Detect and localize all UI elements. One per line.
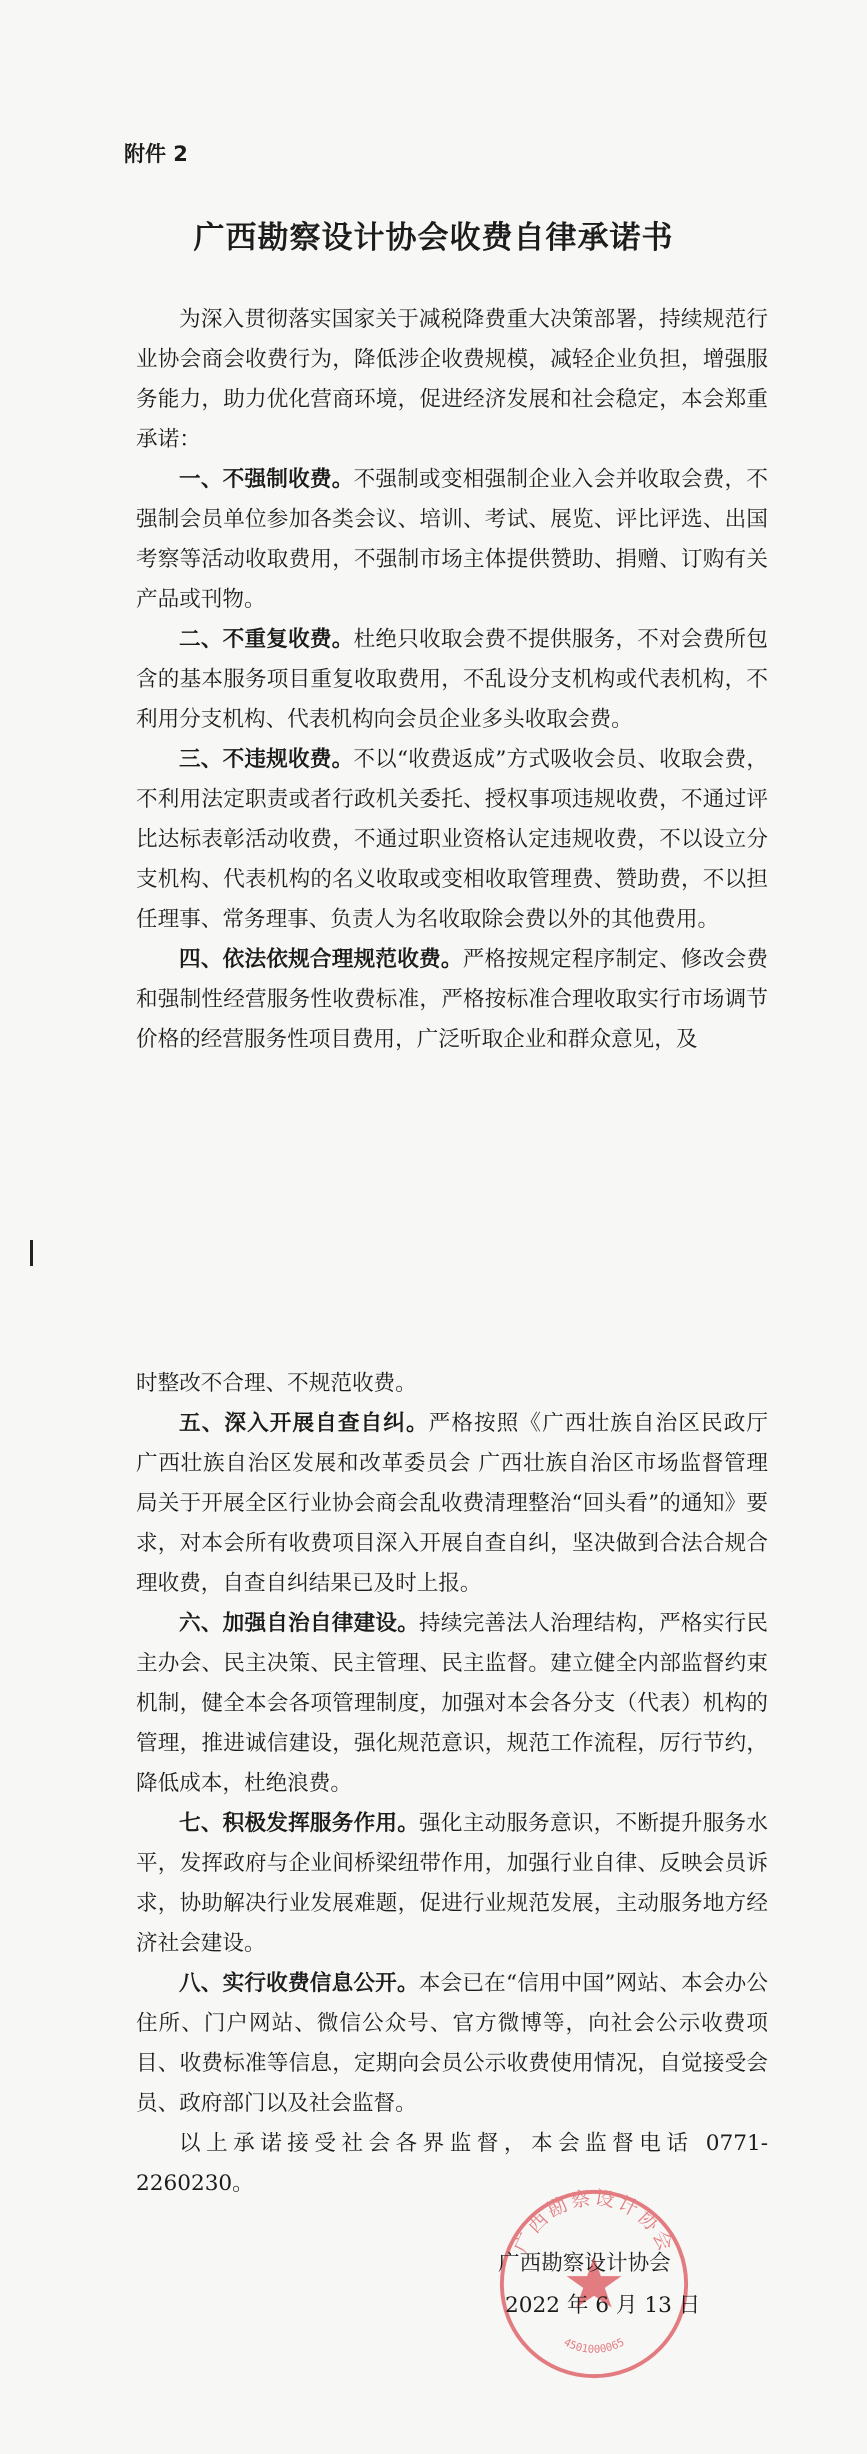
closing-paragraph: 以上承诺接受社会各界监督，本会监督电话 0771-2260230。 (136, 2131, 768, 2196)
scan-mark (30, 1240, 33, 1266)
svg-text:4501000065 (562, 2336, 627, 2356)
body-section-2 (136, 1364, 768, 2204)
commitment-item-3 (136, 740, 768, 940)
item-heading: 八、实行收费信息公开。 (179, 1971, 419, 1996)
commitment-item-7 (136, 1804, 768, 1964)
item-heading: 一、不强制收费。 (179, 467, 354, 492)
item-text: 强化主动服务意识，不断提升服务水平，发挥政府与企业间桥梁纽带作用，加强行业自律、反映会员诉求，协助解决行业发展难题，促进行业规范发展，主动服务地方经济社会建设。 (136, 1811, 768, 1956)
item-text: 不强制或变相强制企业入会并收取会费，不强制会员单位参加各类会议、培训、考试、展览、评比评选、出国考察等活动收取费用，不强制市场主体提供赞助、捐赠、订购有关产品或刊物。 (136, 467, 768, 612)
item-heading: 六、加强自治自律建设。 (179, 1611, 420, 1636)
intro-paragraph: 为深入贯彻落实国家关于减税降费重大决策部署，持续规范行业协会商会收费行为，降低涉企收费规模，减轻企业负担，增强服务能力，助力优化营商环境，促进经济发展和社会稳定，本会郑重承诺： (136, 307, 768, 452)
commitment-item-5 (136, 1404, 768, 1604)
signature-date: 2022 年 6 月 13 日 (505, 2293, 701, 2318)
seal-text: 广西勘察设计协会 (509, 2186, 679, 2257)
item-text: 本会已在“信用中国”网站、本会办公住所、门户网站、微信公众号、官方微博等，向社会公示收费项目、收费标准等信息，定期向会员公示收费使用情况，自觉接受会员、政府部门以及社会监督。 (136, 1971, 768, 2116)
body-section-1 (136, 300, 768, 1060)
item-heading: 三、不违规收费。 (179, 747, 354, 772)
item-heading: 五、深入开展自查自纠。 (179, 1411, 429, 1436)
commitment-item-4 (136, 940, 768, 1060)
item-text: 严格按照《广西壮族自治区民政厅 广西壮族自治区发展和改革委员会 广西壮族自治区市场监督管理局关于开展全区行业协会商会乱收费清理整治“回头看”的通知》要求，对本会所有收费项目深入开展自查自纠，坚决做到合法合规合理收费，自查自纠结果已及时上报。 (136, 1411, 768, 1596)
item-heading: 四、依法依规合理规范收费。 (179, 947, 463, 972)
signature-organization: 广西勘察设计协会 (498, 2251, 671, 2276)
item-text: 不以“收费返成”方式吸收会员、收取会费，不利用法定职责或者行政机关委托、授权事项违规收费，不通过评比达标表彰活动收费，不通过职业资格认定违规收费，不以设立分支机构、代表机构的名义收取或变相收取管理费、赞助费，不以担任理事、常务理事、负责人为名收取除会费以外的其他费用。 (136, 747, 768, 932)
official-seal (496, 2186, 692, 2382)
commitment-item-1 (136, 460, 768, 620)
item-heading: 七、积极发挥服务作用。 (179, 1811, 420, 1836)
item-text: 严格按规定程序制定、修改会费和强制性经营服务性收费标准，严格按标准合理收取实行市场调节价格的经营服务性项目费用，广泛听取企业和群众意见，及 (136, 947, 768, 1052)
commitment-item-6 (136, 1604, 768, 1804)
seal-code: 4501000065 (561, 2335, 627, 2356)
item-text: 杜绝只收取会费不提供服务，不对会费所包含的基本服务项目重复收取费用，不乱设分支机构或代表机构，不利用分支机构、代表机构向会员企业多头收取会费。 (136, 627, 768, 732)
document-title: 广西勘察设计协会收费自律承诺书 (193, 220, 674, 256)
commitment-item-2 (136, 620, 768, 740)
item-heading: 二、不重复收费。 (179, 627, 354, 652)
item-4-continuation: 时整改不合理、不规范收费。 (136, 1371, 417, 1396)
item-text: 持续完善法人治理结构，严格实行民主办会、民主决策、民主管理、民主监督。建立健全内部监督约束机制，健全本会各项管理制度，加强对本会各分支（代表）机构的管理，推进诚信建设，强化规范意识，规范工作流程，厉行节约，降低成本，杜绝浪费。 (136, 1611, 768, 1796)
commitment-item-8 (136, 1964, 768, 2124)
attachment-label: 附件 2 (124, 142, 188, 166)
